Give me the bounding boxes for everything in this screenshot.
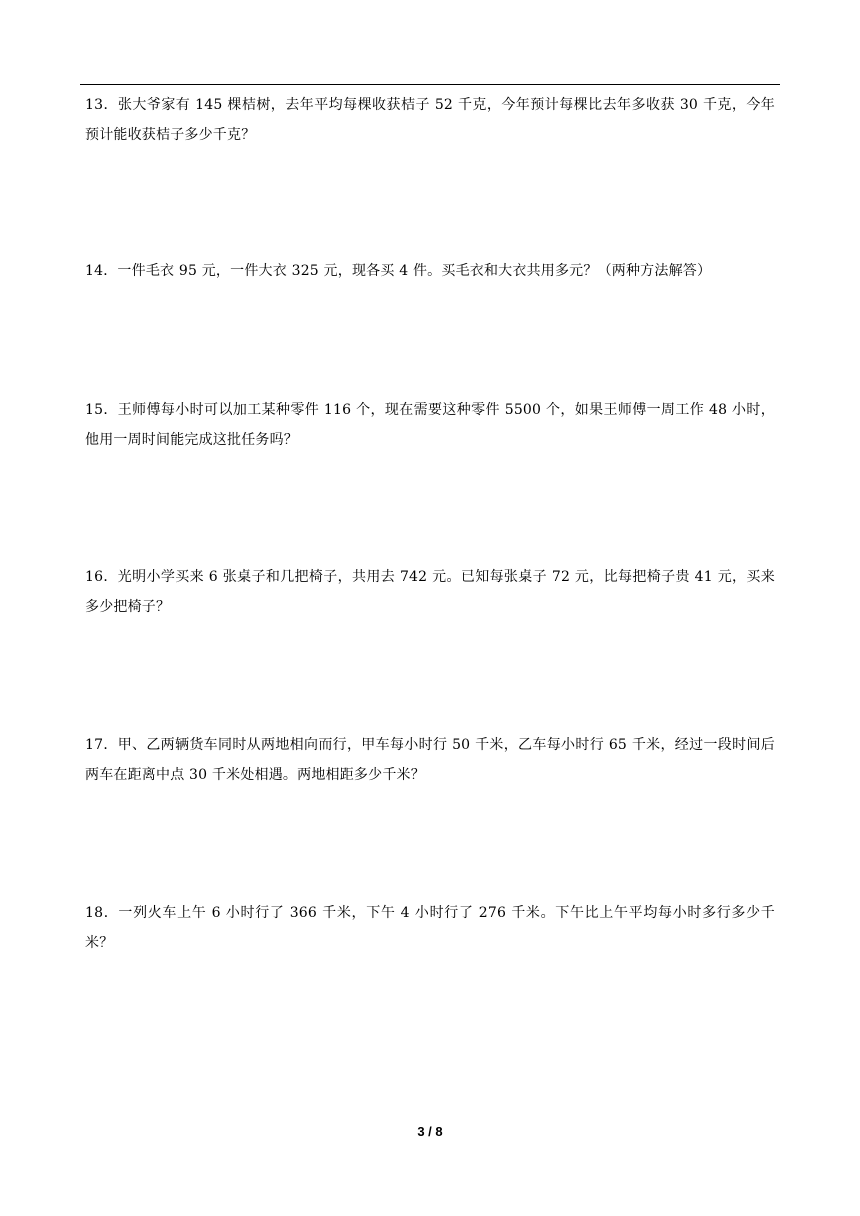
question-number: 16． xyxy=(85,569,118,585)
question-18 xyxy=(85,898,775,958)
question-number: 17． xyxy=(85,737,118,753)
question-17 xyxy=(85,730,775,790)
page-number: 3 / 8 xyxy=(417,1124,443,1139)
question-13 xyxy=(85,90,775,150)
question-15 xyxy=(85,395,775,455)
question-text: 一件毛衣 95 元，一件大衣 325 元，现各买 4 件。买毛衣和大衣共用多元？（两种方法解答） xyxy=(117,263,712,279)
question-14 xyxy=(85,256,775,286)
question-text: 光明小学买来 6 张桌子和几把椅子，共用去 742 元。已知每张桌子 72 元，比每把椅子贵 41 元，买来多少把椅子？ xyxy=(85,569,775,615)
question-number: 18． xyxy=(85,905,119,921)
question-number: 14． xyxy=(85,263,118,279)
question-text: 王师傅每小时可以加工某种零件 116 个，现在需要这种零件 5500 个，如果王师傅一周工作 48 小时，他用一周时间能完成这批任务吗？ xyxy=(85,402,775,448)
question-number: 15． xyxy=(85,402,118,418)
question-text: 张大爷家有 145 棵桔树，去年平均每棵收获桔子 52 千克，今年预计每棵比去年多收获 30 千克，今年预计能收获桔子多少千克？ xyxy=(85,97,776,143)
question-text: 一列火车上午 6 小时行了 366 千米，下午 4 小时行了 276 千米。下午比上午平均每小时多行多少千米？ xyxy=(85,905,775,951)
question-16 xyxy=(85,562,775,622)
question-text: 甲、乙两辆货车同时从两地相向而行，甲车每小时行 50 千米，乙车每小时行 65 千米，经过一段时间后两车在距离中点 30 千米处相遇。两地相距多少千米？ xyxy=(85,737,775,783)
question-number: 13． xyxy=(85,97,118,113)
header-rule xyxy=(80,84,780,85)
